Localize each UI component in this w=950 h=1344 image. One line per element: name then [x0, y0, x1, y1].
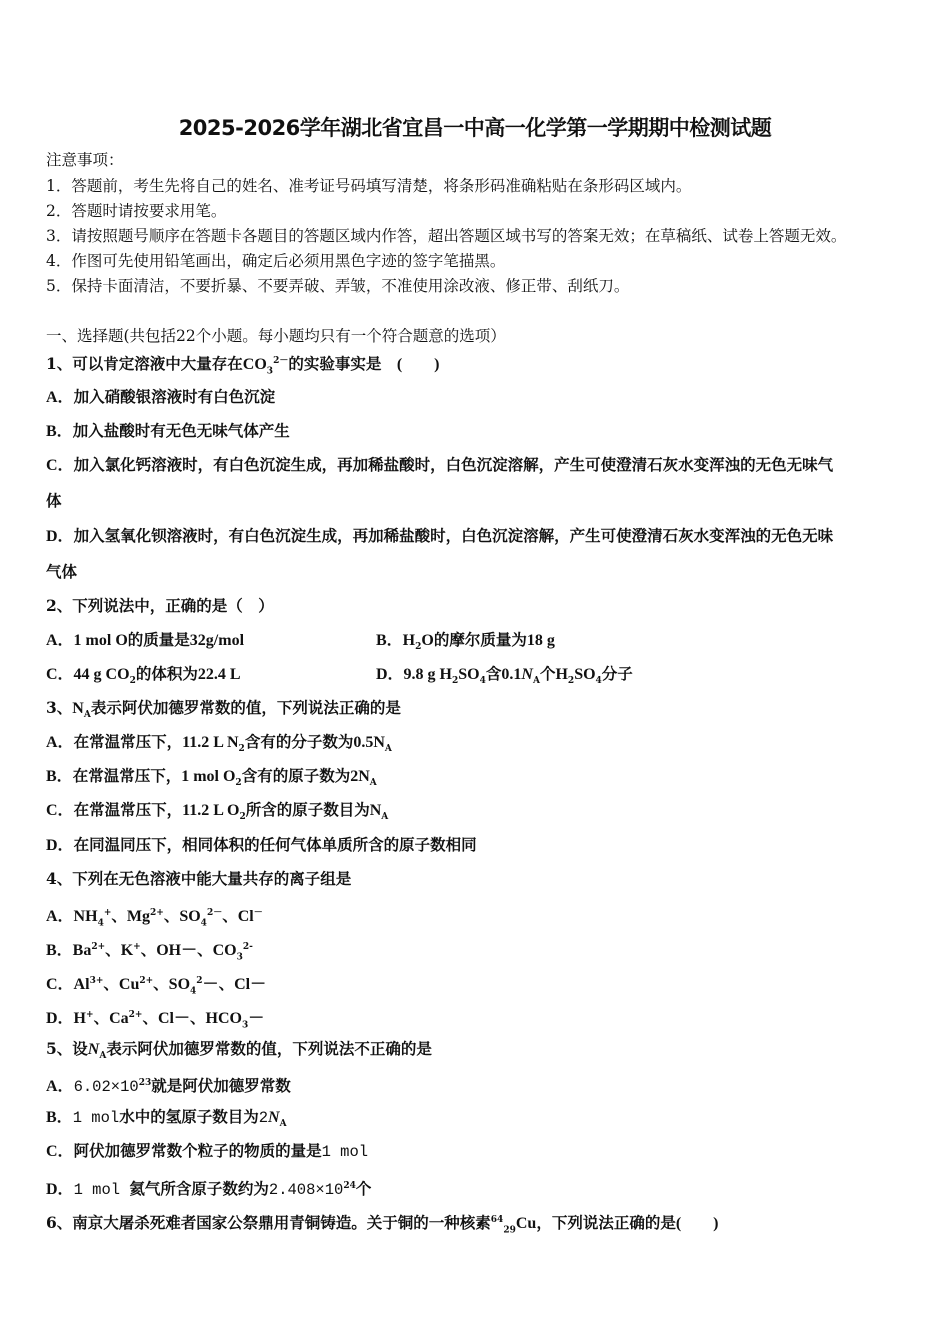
text-segment: 加入硝酸银溶液时有白色沉淀: [73, 387, 276, 406]
text-segment: 、: [189, 1008, 206, 1028]
text-segment: D．: [46, 837, 74, 854]
question-line: [46, 596, 274, 616]
text-segment: 2+: [128, 1010, 143, 1020]
text-segment: Cu: [515, 1215, 537, 1233]
text-segment: 3、: [46, 698, 73, 717]
question-line: [46, 698, 401, 725]
question-line: [46, 562, 77, 582]
text-segment: 、: [218, 974, 235, 994]
text-segment: +: [103, 908, 112, 918]
notice-line: [46, 251, 505, 271]
text-segment: 64: [490, 1215, 504, 1225]
text-segment: 在常温常压下，: [73, 800, 183, 819]
text-segment: B．: [46, 423, 73, 440]
text-segment: 3: [236, 952, 243, 963]
text-segment: 、: [140, 940, 157, 960]
text-segment: 6、南京大屠杀死难者国家公祭鼎用青铜铸造。关于铜的一种核素: [46, 1213, 491, 1233]
text-segment: Ca: [109, 1010, 129, 1028]
text-segment: 个: [355, 1179, 372, 1199]
text-segment: ( ): [675, 1215, 719, 1233]
text-segment: 22.4 L: [197, 666, 241, 683]
text-segment: 1、可以肯定溶液中大量存在: [46, 354, 243, 374]
text-segment: 1 mol: [321, 1143, 369, 1161]
question-line: [46, 1210, 719, 1240]
text-segment: 1 mol O: [181, 768, 236, 785]
text-segment: 2: [129, 676, 136, 687]
text-segment: 2: [238, 744, 245, 755]
text-segment: 、: [103, 974, 119, 994]
text-segment: C．: [46, 1143, 74, 1160]
text-segment: D．9.8 g H: [376, 666, 453, 683]
text-segment: D．H: [46, 1010, 87, 1028]
text-segment: 5、设: [46, 1039, 88, 1058]
text-segment: 2: [567, 676, 575, 687]
text-segment: CO: [212, 942, 237, 960]
text-segment: 2: [415, 642, 422, 653]
text-segment: 2: [235, 778, 242, 789]
text-segment: +: [86, 1010, 94, 1020]
text-segment: 的体积为: [135, 664, 198, 683]
text-segment: 2+: [91, 942, 106, 952]
text-segment: A: [381, 812, 389, 823]
text-segment: CO: [242, 356, 267, 374]
text-segment: 2: [239, 812, 246, 823]
question-line: [46, 1107, 287, 1134]
text-segment: B．: [46, 1109, 73, 1126]
notice-line: [46, 276, 629, 296]
text-segment: A．1 mol O: [46, 632, 128, 649]
text-segment: 29: [503, 1225, 516, 1236]
text-segment: ，下列说法正确的是: [536, 1213, 676, 1233]
question-line: [46, 971, 266, 1001]
text-segment: 就是阿伏加德罗常数: [151, 1076, 291, 1096]
notice-line: [46, 176, 691, 196]
text-segment: D．: [46, 1181, 74, 1199]
text-segment: B．H: [376, 632, 416, 649]
text-segment: A．NH: [46, 908, 98, 926]
text-segment: 18 g: [526, 632, 555, 649]
text-segment: 气体: [46, 562, 78, 581]
question-line: [46, 835, 477, 856]
text-segment: N: [87, 1041, 100, 1058]
text-segment: K: [120, 942, 134, 960]
question-line: [46, 800, 388, 827]
text-segment: 23: [138, 1078, 152, 1088]
text-segment: 加入氯化钙溶液时，有白色沉淀生成，再加稀盐酸时，白色沉淀溶解，产生可使澄清石灰水变浑浊的无色无味气: [73, 455, 834, 474]
text-segment: 加入盐酸时有无色无味气体产生: [72, 421, 290, 440]
text-segment: 1．答题前，考生先将自己的姓名、准考证号码填写清楚，将条形码准确粘贴在条形码区域内。: [46, 177, 692, 195]
text-segment: 11.2 L O: [182, 802, 240, 819]
text-segment: A．: [46, 734, 74, 751]
notice-line: [46, 326, 506, 346]
question-line: [46, 1005, 264, 1035]
text-segment: A: [83, 710, 91, 721]
text-segment: 在常温常压下，: [72, 766, 182, 785]
question-line: [46, 387, 275, 408]
option-column: [46, 664, 241, 691]
text-segment: +: [133, 942, 141, 952]
text-segment: 水中的氢原子数目为: [119, 1107, 259, 1126]
text-segment: 4、下列在无色溶液中能大量共存的离子组是: [46, 869, 352, 888]
text-segment: 加入氢氧化钡溶液时，有白色沉淀生成，再加稀盐酸时，白色沉淀溶解，产生可使澄清石灰水变浑浊的无色无味: [73, 526, 834, 545]
question-line: [46, 421, 290, 442]
text-segment: C．: [46, 457, 74, 474]
text-segment: Mg: [126, 908, 150, 926]
text-segment: 表示阿伏加德罗常数的值，下列说法不正确的是: [106, 1039, 432, 1058]
text-segment: 0.1: [501, 666, 522, 683]
text-segment: 、: [222, 906, 238, 926]
text-segment: 一、选择题(共包括22个小题。每小题均只有一个符合题意的选项）: [46, 327, 506, 345]
text-segment: 表示阿伏加德罗常数的值，下列说法正确的是: [90, 698, 401, 717]
question-line: [46, 526, 833, 547]
text-segment: Cl－: [234, 976, 267, 994]
text-segment: 2－: [206, 908, 223, 918]
question-line: [46, 1176, 371, 1200]
text-segment: 的质量是: [127, 630, 190, 649]
text-segment: A．: [46, 1078, 74, 1096]
text-segment: 在常温常压下，: [73, 732, 183, 751]
text-segment: 、: [111, 906, 127, 926]
text-segment: 分子: [601, 664, 633, 683]
text-segment: 3+: [89, 976, 104, 986]
text-segment: 11.2 L N: [182, 734, 239, 751]
text-segment: 含: [485, 664, 502, 683]
text-segment: 的实验事实是: [288, 354, 397, 374]
text-segment: 2: [196, 976, 203, 986]
text-segment: 4．作图可先使用铅笔画出，确定后必须用黑色字迹的签字笔描黑。: [46, 252, 506, 270]
text-segment: Cl－: [157, 1010, 190, 1028]
text-segment: 3．请按照题号顺序在答题卡各题目的答题区域内作答，超出答题区域书写的答案无效；在草稿纸、试卷上答题无效。: [46, 227, 847, 245]
text-segment: A: [384, 744, 392, 755]
text-segment: 5．保持卡面清洁，不要折暴、不要弄破、弄皱，不准使用涂改液、修正带、刮纸刀。: [46, 277, 630, 295]
question-line: [46, 1039, 432, 1066]
text-segment: 所含的原子数目为: [245, 800, 370, 819]
text-segment: 2.408×10: [268, 1181, 344, 1200]
text-segment: 、: [163, 906, 180, 926]
page-title: 2025-2026学年湖北省宜昌一中高一化学第一学期期中检测试题: [178, 116, 772, 140]
option-column: [46, 630, 244, 651]
text-segment: －: [248, 1010, 265, 1028]
text-segment: A: [279, 1119, 287, 1130]
text-segment: 4: [595, 676, 602, 687]
text-segment: A: [532, 676, 540, 687]
text-segment: 2、下列说法中，正确的是（ ）: [46, 596, 274, 615]
text-segment: C．44 g CO: [46, 666, 130, 683]
text-segment: Cu: [118, 976, 140, 994]
text-segment: 2．答题时请按要求用笔。: [46, 202, 227, 220]
text-segment: 的摩尔质量为: [433, 630, 527, 649]
text-segment: 32g/mol: [189, 632, 245, 649]
text-segment: 、: [93, 1008, 110, 1028]
text-segment: 1 mol: [72, 1109, 120, 1127]
text-segment: OH－: [156, 942, 198, 960]
text-segment: 4: [190, 986, 197, 997]
question-line: [46, 491, 62, 511]
text-segment: B．: [46, 768, 73, 785]
question-line: [46, 351, 440, 381]
text-segment: D．: [46, 528, 74, 545]
text-segment: B．Ba: [46, 942, 92, 960]
text-segment: ( ): [396, 356, 440, 374]
text-segment: O: [421, 632, 434, 649]
text-segment: 体: [46, 491, 62, 510]
text-segment: －: [202, 976, 219, 994]
text-segment: Cl: [237, 908, 254, 926]
text-segment: A．: [46, 389, 74, 406]
text-segment: 4: [479, 676, 486, 687]
text-segment: 2: [258, 1109, 269, 1127]
text-segment: 3: [241, 1020, 249, 1031]
text-segment: 注意事项：: [46, 151, 124, 169]
text-segment: 、: [197, 940, 213, 960]
text-segment: A: [369, 778, 377, 789]
text-segment: C．: [46, 802, 74, 819]
text-segment: 含有的原子数为: [241, 766, 351, 785]
text-segment: 2+: [150, 908, 164, 918]
text-segment: 1 mol: [73, 1181, 130, 1200]
text-segment: 含有的分子数为: [244, 732, 354, 751]
option-column: [376, 630, 555, 657]
question-line: [46, 869, 351, 889]
text-segment: A: [99, 1051, 107, 1062]
text-segment: 阿伏加德罗常数个粒子的物质的量是: [73, 1141, 322, 1160]
text-segment: N: [268, 1109, 280, 1126]
question-line: [46, 455, 833, 476]
text-segment: 6.02×10: [73, 1078, 139, 1097]
text-segment: 4: [97, 918, 104, 929]
text-segment: SO: [179, 908, 201, 926]
text-segment: 3: [266, 366, 274, 377]
text-segment: SO: [458, 666, 480, 683]
option-column: [376, 664, 633, 691]
question-line: [46, 1073, 291, 1097]
question-line: [46, 1141, 368, 1162]
text-segment: 个: [539, 664, 556, 683]
text-segment: HCO: [205, 1010, 242, 1028]
notice-line: [46, 150, 124, 170]
text-segment: SO: [574, 666, 596, 683]
text-segment: 、: [142, 1008, 158, 1028]
text-segment: 2-: [242, 942, 253, 952]
text-segment: 、: [105, 940, 121, 960]
text-segment: SO: [168, 976, 191, 994]
text-segment: 4: [200, 918, 207, 929]
question-line: [46, 903, 263, 933]
question-line: [46, 766, 377, 793]
text-segment: 2N: [350, 768, 370, 785]
text-segment: 氦气所含原子数约为: [129, 1179, 269, 1199]
text-segment: 在同温同压下，相同体积的任何气体单质所含的原子数相同: [73, 835, 477, 854]
text-segment: N: [369, 802, 382, 819]
text-segment: N: [72, 700, 84, 717]
notice-line: [46, 226, 846, 246]
text-segment: 0.5N: [353, 734, 385, 751]
question-line: [46, 732, 392, 759]
notice-line: [46, 201, 226, 221]
text-segment: 2+: [139, 976, 154, 986]
text-segment: 2－: [273, 356, 289, 366]
text-segment: 、: [153, 974, 169, 994]
text-segment: H: [555, 666, 568, 683]
question-line: [46, 937, 253, 967]
text-segment: 2: [452, 676, 459, 687]
text-segment: 24: [343, 1181, 356, 1191]
text-segment: C．Al: [46, 976, 90, 994]
text-segment: N: [521, 666, 533, 683]
text-segment: －: [253, 908, 263, 918]
